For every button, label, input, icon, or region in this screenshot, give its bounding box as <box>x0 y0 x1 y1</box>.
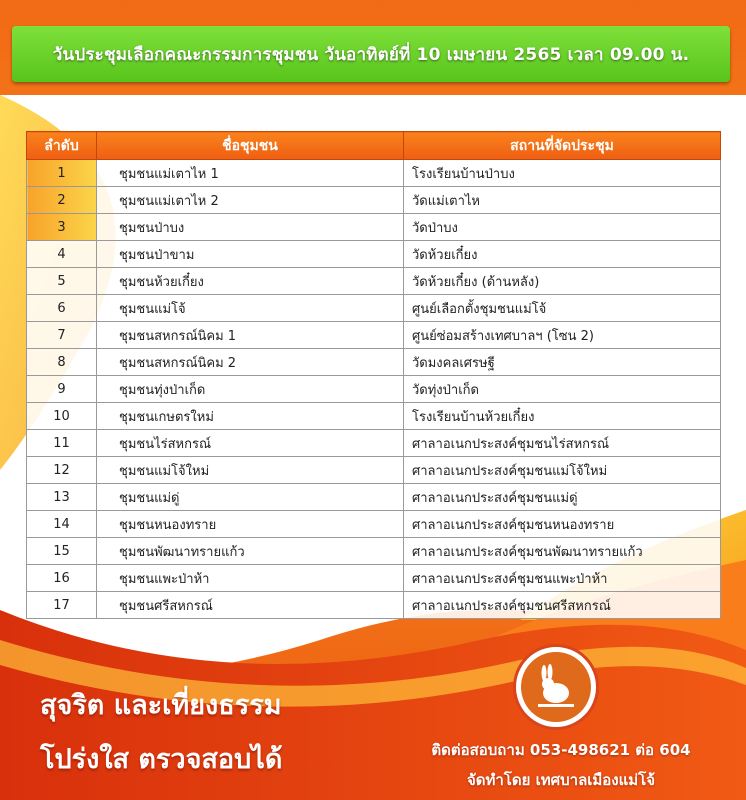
community-name: ชุมชนป่าขาม <box>97 241 404 268</box>
community-name: ชุมชนสหกรณ์นิคม 2 <box>97 349 404 376</box>
row-number: 2 <box>27 187 97 214</box>
venue-name: ศูนย์เลือกตั้งชุมชนแม่โจ้ <box>404 295 721 322</box>
venue-name: ศาลาอเนกประสงค์ชุมชนศรีสหกรณ์ <box>404 592 721 619</box>
venue-name: ศูนย์ซ่อมสร้างเทศบาลฯ (โซน 2) <box>404 322 721 349</box>
table-row <box>27 484 721 511</box>
row-number: 7 <box>27 322 97 349</box>
row-number: 6 <box>27 295 97 322</box>
venue-name: ศาลาอเนกประสงค์ชุมชนพัฒนาทรายแก้ว <box>404 538 721 565</box>
organizer-info: จัดทำโดย เทศบาลเมืองแม่โจ้ <box>466 771 656 789</box>
table-row <box>27 592 721 619</box>
community-name: ชุมชนแม่เตาไห 2 <box>97 187 404 214</box>
community-name: ชุมชนแม่โจ้ <box>97 295 404 322</box>
venue-name: ศาลาอเนกประสงค์ชุมชนแม่ดู่ <box>404 484 721 511</box>
contact-info: ติดต่อสอบถาม 053-498621 ต่อ 604 <box>431 741 691 759</box>
row-number: 8 <box>27 349 97 376</box>
municipality-seal <box>513 644 599 730</box>
table-row <box>27 376 721 403</box>
table-row <box>27 403 721 430</box>
venue-name: โรงเรียนบ้านห้วยเกี๋ยง <box>404 403 721 430</box>
community-name: ชุมชนแม่ดู่ <box>97 484 404 511</box>
table-row <box>27 430 721 457</box>
venue-name: วัดทุ่งป่าเก็ด <box>404 376 721 403</box>
table-row <box>27 160 721 187</box>
slogan-line-2: โปร่งใส ตรวจสอบได้ <box>40 744 283 775</box>
table-row <box>27 511 721 538</box>
row-number: 12 <box>27 457 97 484</box>
slogan-line-1: สุจริต และเที่ยงธรรม <box>40 690 282 721</box>
community-name: ชุมชนแม่โจ้ใหม่ <box>97 457 404 484</box>
row-number: 5 <box>27 268 97 295</box>
row-number: 9 <box>27 376 97 403</box>
table-row <box>27 268 721 295</box>
row-number: 15 <box>27 538 97 565</box>
table-row <box>27 349 721 376</box>
table-row <box>27 241 721 268</box>
table-header-row <box>27 132 721 160</box>
row-number: 1 <box>27 160 97 187</box>
column-header-venue: สถานที่จัดประชุม <box>404 132 721 160</box>
community-name: ชุมชนห้วยเกี๋ยง <box>97 268 404 295</box>
community-name: ชุมชนป่าบง <box>97 214 404 241</box>
row-number: 11 <box>27 430 97 457</box>
table-row <box>27 322 721 349</box>
venue-name: ศาลาอเนกประสงค์ชุมชนหนองทราย <box>404 511 721 538</box>
row-number: 16 <box>27 565 97 592</box>
venue-name: ศาลาอเนกประสงค์ชุมชนแพะป่าห้า <box>404 565 721 592</box>
community-name: ชุมชนเกษตรใหม่ <box>97 403 404 430</box>
row-number: 17 <box>27 592 97 619</box>
community-name: ชุมชนศรีสหกรณ์ <box>97 592 404 619</box>
row-number: 4 <box>27 241 97 268</box>
table-row <box>27 187 721 214</box>
table-row <box>27 295 721 322</box>
schedule-table <box>26 131 721 619</box>
venue-name: วัดห้วยเกี๋ยง <box>404 241 721 268</box>
row-number: 3 <box>27 214 97 241</box>
table-row <box>27 538 721 565</box>
table-row <box>27 565 721 592</box>
community-name: ชุมชนหนองทราย <box>97 511 404 538</box>
community-name: ชุมชนแพะป่าห้า <box>97 565 404 592</box>
venue-name: โรงเรียนบ้านป่าบง <box>404 160 721 187</box>
column-header-community: ชื่อชุมชน <box>97 132 404 160</box>
venue-name: ศาลาอเนกประสงค์ชุมชนไร่สหกรณ์ <box>404 430 721 457</box>
venue-name: วัดป่าบง <box>404 214 721 241</box>
row-number: 14 <box>27 511 97 538</box>
row-number: 10 <box>27 403 97 430</box>
row-number: 13 <box>27 484 97 511</box>
venue-name: ศาลาอเนกประสงค์ชุมชนแม่โจ้ใหม่ <box>404 457 721 484</box>
community-name: ชุมชนทุ่งป่าเก็ด <box>97 376 404 403</box>
community-name: ชุมชนแม่เตาไห 1 <box>97 160 404 187</box>
venue-name: วัดแม่เตาไห <box>404 187 721 214</box>
column-header-order: ลำดับ <box>27 132 97 160</box>
rabbit-icon <box>516 647 596 727</box>
community-name: ชุมชนพัฒนาทรายแก้ว <box>97 538 404 565</box>
table-row <box>27 457 721 484</box>
title-banner <box>12 26 730 82</box>
community-name: ชุมชนไร่สหกรณ์ <box>97 430 404 457</box>
community-name: ชุมชนสหกรณ์นิคม 1 <box>97 322 404 349</box>
title-text: วันประชุมเลือกคณะกรรมการชุมชน วันอาทิตย์ที่ 10 เมษายน 2565 เวลา 09.00 น. <box>52 44 690 65</box>
venue-name: วัดห้วยเกี๋ยง (ด้านหลัง) <box>404 268 721 295</box>
table-row <box>27 214 721 241</box>
venue-name: วัดมงคลเศรษฐี <box>404 349 721 376</box>
